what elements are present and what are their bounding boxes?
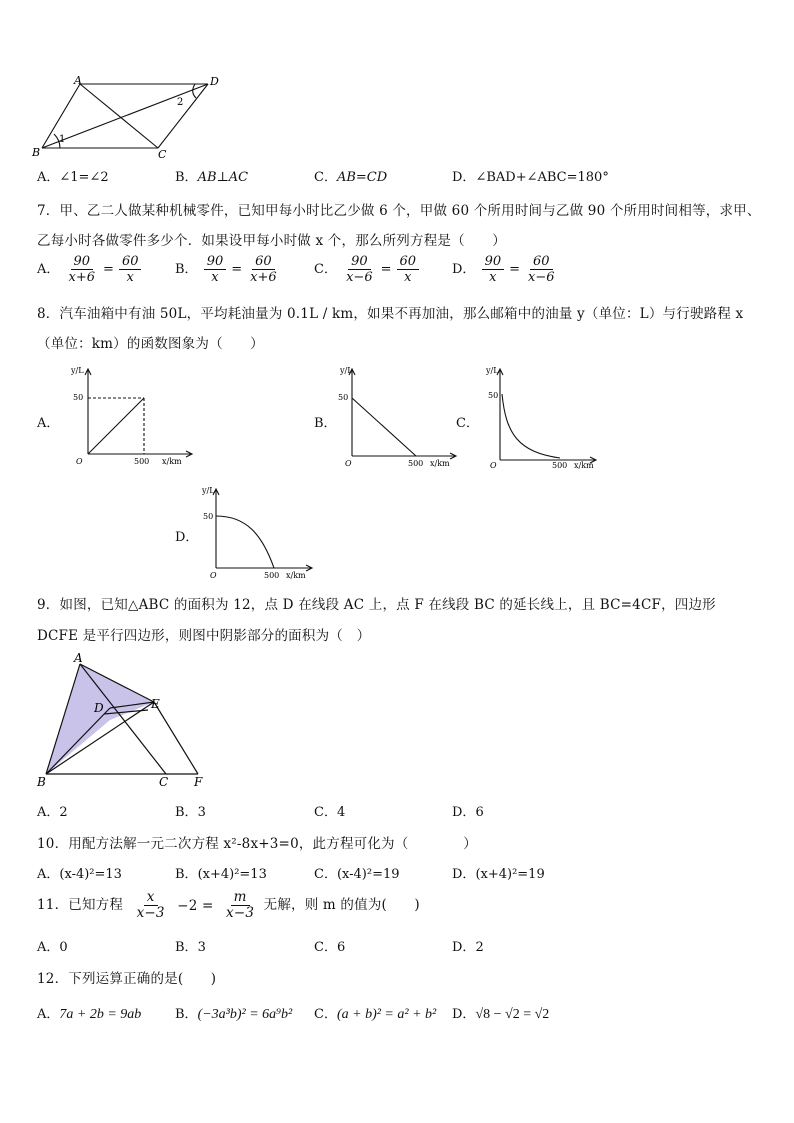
vertex-d-label: D bbox=[210, 75, 219, 88]
numerator: 90 bbox=[348, 254, 371, 270]
q9-stem-line1: 9．如图，已知△ABC 的面积为 12，点 D 在线段 AC 上，点 F 在线段 BC 的延长线上，且 BC=4CF，四边形 bbox=[37, 597, 716, 613]
fraction-m-over-x-minus-3 bbox=[223, 890, 257, 921]
vertex-b-label: B bbox=[32, 146, 41, 159]
numerator: 60 bbox=[530, 254, 553, 270]
option-letter: D． bbox=[452, 940, 476, 955]
option-text: (x-4)²=13 bbox=[59, 867, 122, 882]
option-letter: B． bbox=[175, 262, 198, 277]
y-axis-label: y/L bbox=[486, 366, 499, 375]
option-letter: B． bbox=[175, 1007, 198, 1022]
option-text: AB⊥AC bbox=[197, 170, 249, 185]
q9-option-d[interactable] bbox=[452, 801, 484, 820]
q10-option-a[interactable] bbox=[37, 863, 122, 882]
option-text: 2 bbox=[59, 805, 68, 820]
q11-option-b[interactable] bbox=[175, 936, 206, 955]
q6-option-a[interactable] bbox=[37, 166, 109, 185]
angle-1-label: 1 bbox=[59, 134, 66, 145]
denominator: x+6 bbox=[68, 270, 96, 285]
fraction-right bbox=[247, 254, 280, 285]
numerator: 90 bbox=[482, 254, 505, 270]
angle-2-label: 2 bbox=[177, 97, 184, 108]
y-tick-50: 50 bbox=[338, 393, 349, 402]
q12-option-d[interactable] bbox=[452, 1003, 549, 1023]
graph-d-concave-down-curve bbox=[200, 484, 316, 584]
option-letter: B． bbox=[175, 940, 198, 955]
x-tick-500: 500 bbox=[264, 571, 280, 580]
option-letter: C． bbox=[314, 940, 337, 955]
option-letter: B． bbox=[175, 170, 198, 185]
q9-option-c[interactable] bbox=[314, 801, 345, 820]
x-tick-500: 500 bbox=[408, 459, 424, 468]
option-text: 3 bbox=[197, 940, 206, 955]
q7-option-c[interactable]: C． $\frac{90}{x-6}$ = $\frac{60}{x}$ bbox=[314, 254, 421, 285]
option-letter: D． bbox=[452, 867, 476, 882]
point-d-label: D bbox=[94, 701, 104, 715]
fraction-left bbox=[204, 254, 227, 285]
x-axis-label: x/km bbox=[286, 571, 306, 580]
fraction-right bbox=[525, 254, 558, 285]
option-text: (x+4)²=13 bbox=[197, 867, 267, 882]
denominator: x bbox=[489, 270, 497, 285]
q12-stem: 12．下列运算正确的是( ) bbox=[37, 971, 217, 987]
q6-option-c[interactable] bbox=[314, 166, 387, 185]
fraction-right bbox=[397, 254, 420, 285]
graph-a-increasing-line bbox=[68, 364, 198, 470]
option-letter: C． bbox=[314, 1007, 337, 1022]
numerator: 60 bbox=[252, 254, 275, 270]
q9-option-b[interactable] bbox=[175, 801, 206, 820]
option-letter: C． bbox=[314, 262, 337, 277]
minus-two-equals: −2 = bbox=[177, 897, 214, 914]
option-text: (x-4)²=19 bbox=[336, 867, 400, 882]
denominator: x bbox=[404, 270, 412, 285]
vertex-c-label: C bbox=[158, 148, 167, 160]
vertex-c-label: C bbox=[159, 775, 169, 789]
denominator: x bbox=[211, 270, 219, 285]
fraction-left bbox=[482, 254, 505, 285]
denominator: x−6 bbox=[346, 270, 373, 285]
point-e-label: E bbox=[151, 697, 160, 711]
q11-option-c[interactable] bbox=[314, 936, 345, 955]
option-text: 6 bbox=[336, 940, 346, 955]
stem-suffix: 无解，则 m 的值为( ) bbox=[263, 897, 420, 913]
y-tick-50: 50 bbox=[488, 391, 499, 400]
option-text: (−3a³b)² = 6a⁹b² bbox=[197, 1007, 293, 1022]
option-text: ∠BAD+∠ABC=180° bbox=[475, 170, 609, 185]
q7-option-b[interactable]: B． $\frac{90}{x}$ = $\frac{60}{x+6}$ bbox=[175, 254, 282, 285]
option-letter: D． bbox=[452, 1007, 476, 1022]
x-axis-label: x/km bbox=[430, 459, 450, 468]
x-axis-label: x/km bbox=[162, 457, 182, 466]
option-letter: A． bbox=[37, 867, 60, 882]
point-f-label: F bbox=[194, 775, 203, 789]
option-letter: C． bbox=[314, 805, 337, 820]
option-letter: B． bbox=[175, 805, 198, 820]
graph-b-decreasing-line bbox=[336, 364, 462, 470]
fraction-right bbox=[119, 254, 142, 285]
y-axis-label: y/L bbox=[71, 366, 84, 375]
fraction-left bbox=[343, 254, 376, 285]
q12-option-c[interactable] bbox=[314, 1003, 436, 1023]
vertex-a-label: A bbox=[74, 651, 83, 665]
y-axis-label: y/L bbox=[340, 366, 353, 375]
option-text: (a + b)² = a² + b² bbox=[336, 1007, 437, 1022]
origin-label: O bbox=[490, 461, 497, 470]
q9-option-a[interactable] bbox=[37, 801, 68, 820]
q8-option-a[interactable]: A． bbox=[37, 416, 60, 431]
triangle-parallelogram-figure bbox=[32, 650, 218, 790]
option-text: 2 bbox=[475, 940, 484, 955]
fraction-left bbox=[66, 254, 99, 285]
x-axis-label: x/km bbox=[574, 461, 594, 470]
origin-label: O bbox=[210, 571, 217, 580]
denominator: x−6 bbox=[528, 270, 555, 285]
q8-option-d[interactable]: D． bbox=[175, 530, 199, 545]
q11-stem bbox=[37, 890, 420, 921]
q10-option-d[interactable] bbox=[452, 863, 545, 882]
y-tick-50: 50 bbox=[73, 393, 84, 402]
denominator: x−3 bbox=[226, 905, 255, 921]
denominator: x−3 bbox=[136, 905, 165, 921]
numerator: 90 bbox=[71, 254, 94, 270]
q11-option-d[interactable] bbox=[452, 936, 484, 955]
numerator: 60 bbox=[119, 254, 142, 270]
denominator: x+6 bbox=[250, 270, 277, 285]
vertex-b-label: B bbox=[37, 775, 46, 789]
option-letter: A． bbox=[37, 1007, 60, 1022]
option-letter: A． bbox=[37, 170, 60, 185]
graph-c-decay-curve bbox=[484, 364, 600, 474]
option-text: 4 bbox=[336, 805, 346, 820]
q6-option-d[interactable] bbox=[452, 166, 609, 185]
option-letter: C． bbox=[314, 867, 337, 882]
option-text: 3 bbox=[197, 805, 206, 820]
q7-option-d[interactable]: D． $\frac{90}{x}$ = $\frac{60}{x-6}$ bbox=[452, 254, 560, 285]
q8-option-c[interactable]: C． bbox=[456, 416, 479, 431]
numerator: x bbox=[144, 890, 158, 906]
q7-stem-line1: 7．甲、乙二人做某种机械零件，已知甲每小时比乙少做 6 个，甲做 60 个所用时间与乙做 90 个所用时间相等，求甲、 bbox=[37, 203, 761, 219]
option-letter: D． bbox=[452, 262, 476, 277]
vertex-a-label: A bbox=[74, 74, 82, 87]
option-text: (x+4)²=19 bbox=[475, 867, 545, 882]
option-letter: C． bbox=[314, 170, 337, 185]
x-tick-500: 500 bbox=[134, 457, 150, 466]
option-text: 6 bbox=[475, 805, 484, 820]
origin-label: O bbox=[345, 459, 352, 468]
q8-option-b[interactable]: B． bbox=[314, 416, 337, 431]
q8-stem-line1: 8．汽车油箱中有油 50L，平均耗油量为 0.1L / km，如果不再加油，那么邮箱中的油量 y（单位：L）与行驶路程 x bbox=[37, 306, 744, 322]
option-text: ∠1=∠2 bbox=[59, 170, 109, 185]
option-letter: B． bbox=[175, 867, 198, 882]
option-text: AB=CD bbox=[336, 170, 388, 185]
option-text: 0 bbox=[59, 940, 68, 955]
y-tick-50: 50 bbox=[203, 512, 214, 521]
q10-option-c[interactable] bbox=[314, 863, 400, 882]
denominator: x bbox=[126, 270, 134, 285]
option-letter: A． bbox=[37, 940, 60, 955]
q12-option-b[interactable] bbox=[175, 1003, 292, 1023]
numerator: 60 bbox=[397, 254, 420, 270]
option-letter: A． bbox=[37, 805, 60, 820]
y-axis-label: y/L bbox=[202, 486, 215, 495]
q12-option-a[interactable] bbox=[37, 1003, 141, 1023]
parallelogram-figure bbox=[30, 74, 220, 160]
q7-stem-line2: 乙每小时各做零件多少个．如果设甲每小时做 x 个，那么所列方程是（ ） bbox=[37, 233, 506, 249]
q6-option-b[interactable] bbox=[175, 166, 248, 185]
stem-prefix: 11．已知方程 bbox=[37, 897, 124, 913]
q9-stem-line2: DCFE 是平行四边形，则图中阴影部分的面积为（ ） bbox=[37, 628, 371, 644]
q10-stem: 10．用配方法解一元二次方程 x²-8x+3=0，此方程可化为（ ） bbox=[37, 836, 477, 852]
fraction-x-over-x-minus-3 bbox=[134, 890, 168, 921]
x-tick-500: 500 bbox=[552, 461, 568, 470]
q7-option-a[interactable]: A． $\frac{90}{x+6}$ = $\frac{60}{x}$ bbox=[37, 254, 143, 285]
option-text: 7a + 2b = 9ab bbox=[59, 1007, 142, 1022]
option-letter: A． bbox=[37, 262, 60, 277]
q10-option-b[interactable] bbox=[175, 863, 267, 882]
q11-option-a[interactable] bbox=[37, 936, 68, 955]
q8-stem-line2: （单位：km）的函数图象为（ ） bbox=[37, 336, 264, 352]
numerator: 90 bbox=[204, 254, 227, 270]
origin-label: O bbox=[76, 457, 83, 466]
option-letter: D． bbox=[452, 170, 476, 185]
option-text: √8 − √2 = √2 bbox=[475, 1007, 550, 1022]
numerator: m bbox=[231, 890, 250, 906]
option-letter: D． bbox=[452, 805, 476, 820]
